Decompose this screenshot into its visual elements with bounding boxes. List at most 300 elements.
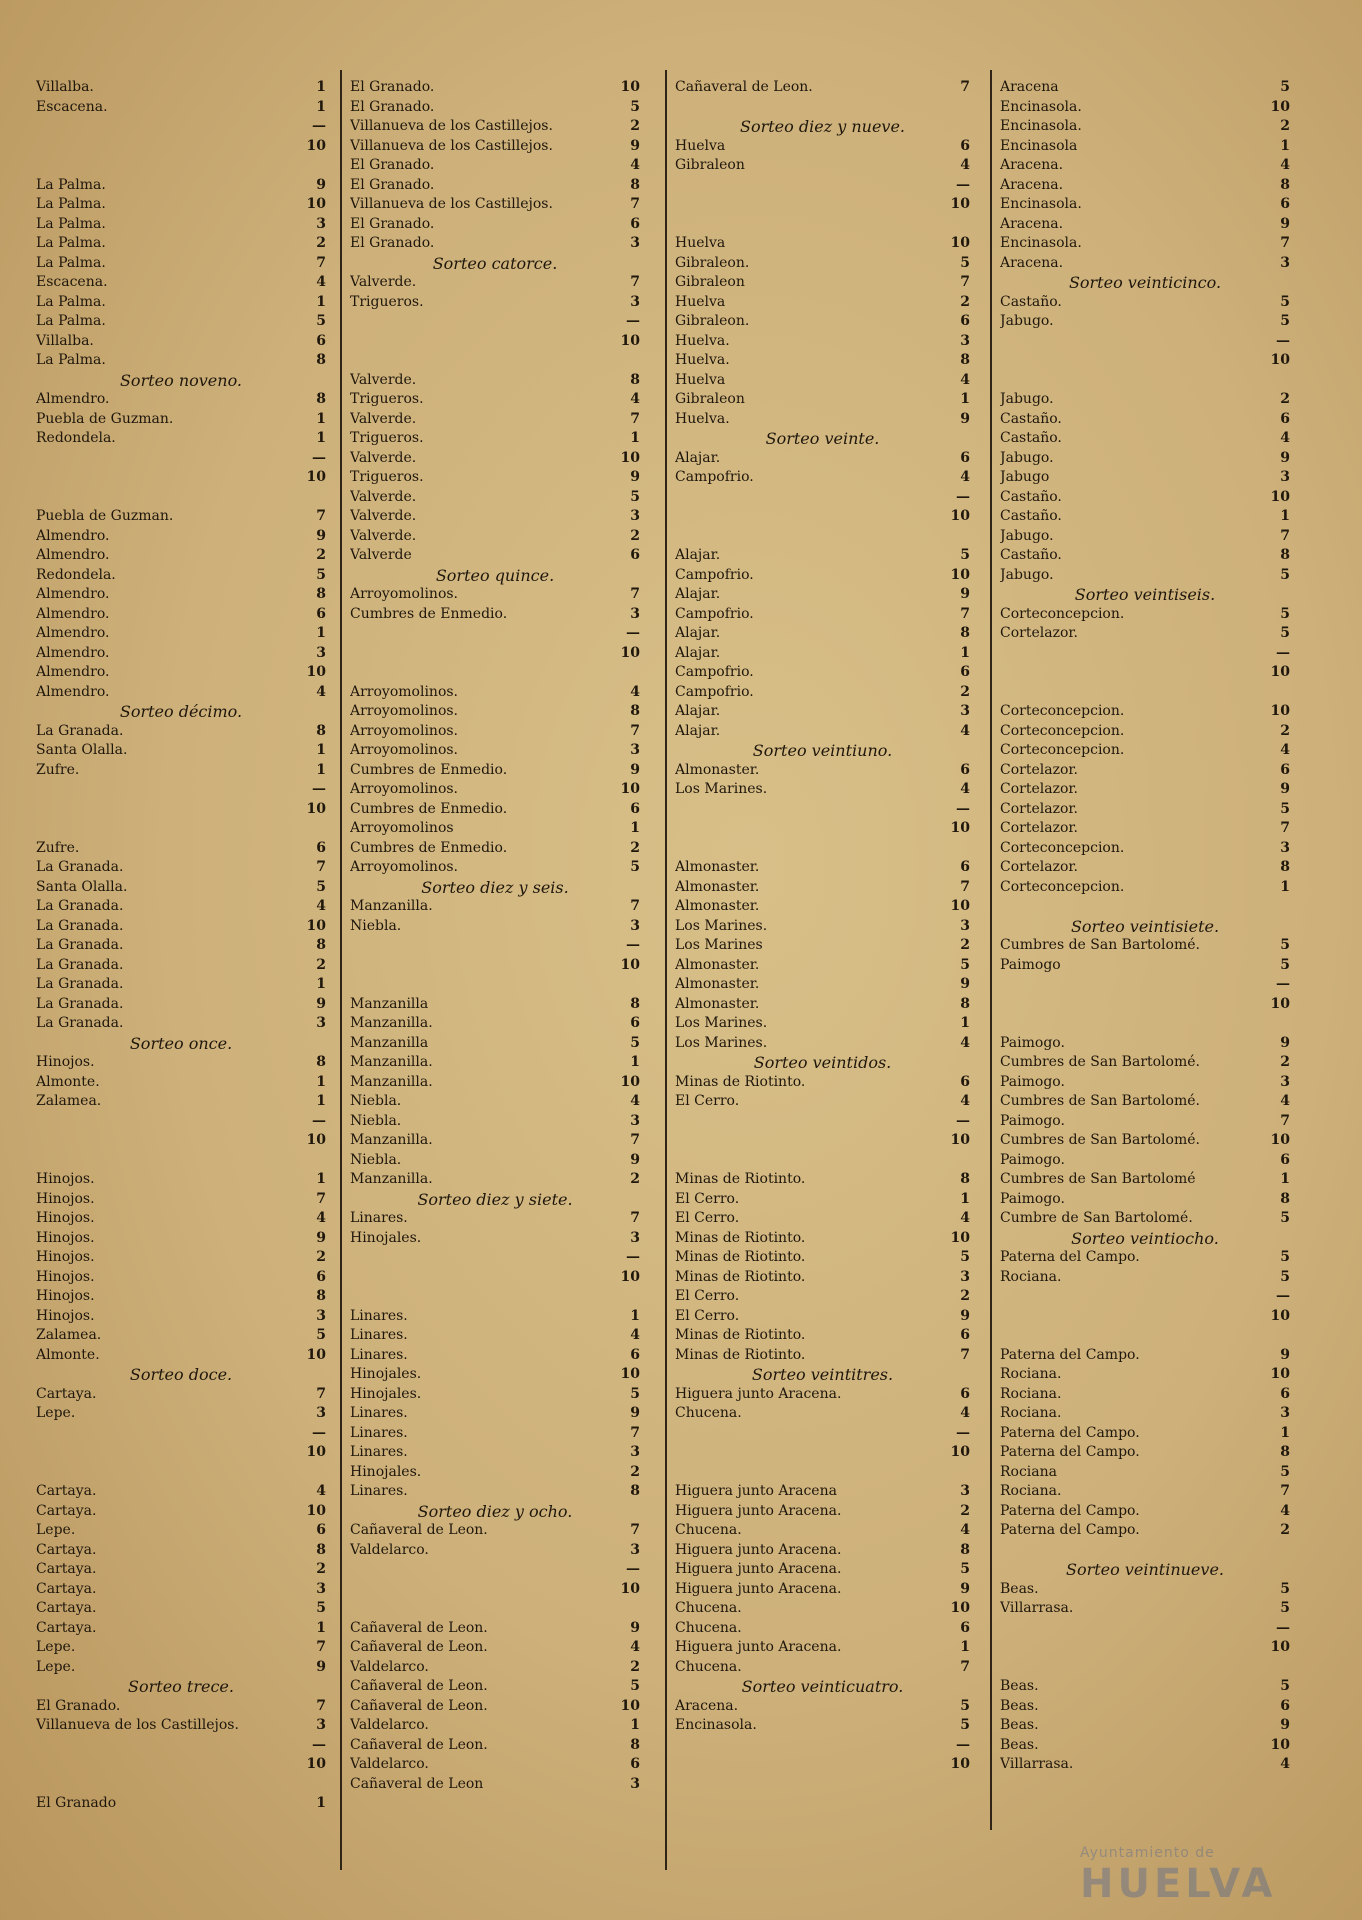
ledger-row	[36, 624, 326, 644]
draw-number: 6	[960, 137, 970, 154]
place-name: Almonaster.	[675, 859, 760, 875]
place-name: Valdelarco.	[350, 1717, 429, 1733]
place-name: La Palma.	[36, 196, 106, 212]
ledger-row	[36, 1073, 326, 1093]
ledger-row	[350, 839, 640, 859]
draw-number: 4	[960, 781, 970, 797]
place-name: Arroyomolinos.	[350, 683, 459, 700]
total-dash: —	[956, 800, 970, 817]
total-dash: —	[1276, 644, 1290, 661]
total-row	[1000, 1638, 1290, 1658]
draw-number: 4	[630, 683, 640, 700]
ledger-row	[675, 644, 970, 664]
draw-number: 7	[960, 274, 970, 290]
ledger-row	[675, 1658, 970, 1678]
column-rule	[990, 70, 992, 1830]
total-value: 10	[1270, 664, 1290, 680]
draw-number: 4	[960, 1034, 970, 1051]
ledger-row	[36, 1268, 326, 1288]
draw-number: 10	[950, 898, 970, 914]
draw-number: 5	[1280, 605, 1290, 622]
ledger-row	[675, 1502, 970, 1522]
place-name: Corteconcepcion.	[1000, 703, 1125, 719]
ledger-row	[1000, 878, 1290, 898]
draw-heading: Sorteo veintidos.	[753, 1053, 892, 1072]
place-name: Beas.	[1000, 1580, 1039, 1597]
place-name: Zufre.	[36, 839, 80, 856]
ledger-row	[675, 995, 970, 1015]
place-name: Minas de Riotinto.	[675, 1249, 806, 1265]
draw-number: 3	[316, 1405, 326, 1421]
draw-number: 5	[1280, 937, 1290, 953]
place-name: Lepe.	[36, 1639, 76, 1655]
ledger-row	[350, 897, 640, 917]
place-name: Manzanilla.	[350, 1171, 433, 1187]
place-name: Cortelazor.	[1000, 859, 1078, 875]
ledger-row	[36, 1619, 326, 1639]
draw-number: 1	[630, 430, 640, 446]
draw-number: 7	[316, 1639, 326, 1655]
place-name: Niebla.	[350, 1112, 402, 1129]
draw-number: 5	[1280, 313, 1290, 329]
ledger-row	[350, 195, 640, 215]
ledger-row	[350, 1346, 640, 1366]
place-name: Huelva.	[675, 352, 730, 368]
place-name: El Cerro.	[675, 1288, 740, 1304]
ledger-row	[350, 1112, 640, 1132]
draw-number: 8	[960, 625, 970, 641]
ledger-row	[1000, 1716, 1290, 1736]
ledger-row	[350, 585, 640, 605]
ledger-row	[675, 1248, 970, 1268]
draw-number: 10	[1270, 98, 1290, 115]
draw-number: 9	[630, 1619, 640, 1636]
place-name: Paterna del Campo.	[1000, 1444, 1140, 1460]
place-name: Minas de Riotinto.	[675, 1268, 806, 1285]
ledger-row	[675, 1092, 970, 1112]
ledger-row	[350, 1638, 640, 1658]
place-name: Aracena.	[1000, 254, 1064, 271]
place-name: Cumbres de Enmedio.	[350, 605, 508, 622]
draw-number: 2	[630, 118, 640, 134]
blank-line	[350, 351, 640, 371]
total-rule	[675, 176, 970, 196]
draw-number: 1	[630, 1307, 640, 1324]
ledger-row	[675, 702, 970, 722]
ledger-row	[350, 449, 640, 469]
draw-number: 8	[1280, 1190, 1290, 1207]
draw-number: 5	[630, 98, 640, 115]
place-name: El Granado.	[350, 79, 435, 95]
place-name: Alajar.	[675, 449, 721, 466]
ledger-row	[350, 546, 640, 566]
place-name: Huelva.	[675, 332, 730, 349]
ledger-row	[675, 371, 970, 391]
place-name: Almendro.	[36, 586, 110, 602]
place-name: Paimogo.	[1000, 1190, 1065, 1207]
place-name: Higuera junto Aracena.	[675, 1541, 842, 1558]
place-name: Valdelarco.	[350, 1541, 429, 1558]
draw-number: 7	[630, 196, 640, 212]
ledger-row	[36, 390, 326, 410]
draw-number: 8	[960, 1541, 970, 1558]
ledger-row	[1000, 1697, 1290, 1717]
blank-line	[675, 527, 970, 547]
ledger-row	[36, 1560, 326, 1580]
draw-number: 8	[630, 995, 640, 1012]
draw-number: 7	[630, 274, 640, 290]
total-value: 10	[306, 1756, 326, 1772]
draw-number: 2	[630, 1171, 640, 1187]
draw-number: 6	[960, 1327, 970, 1343]
draw-number: 2	[316, 1561, 326, 1577]
draw-number: 7	[316, 859, 326, 875]
draw-heading: Sorteo once.	[129, 1033, 233, 1053]
ledger-row	[36, 410, 326, 430]
ledger-row	[1000, 1190, 1290, 1210]
draw-number: 3	[630, 1775, 640, 1792]
place-name: Jabugo.	[1000, 391, 1054, 407]
place-name: Cumbres de San Bartolomé.	[1000, 1093, 1200, 1109]
draw-number: 7	[630, 586, 640, 602]
place-name: Cumbres de Enmedio.	[350, 761, 508, 778]
draw-number: 4	[316, 898, 326, 914]
draw-number: 9	[630, 761, 640, 778]
blank-line	[350, 1287, 640, 1307]
ledger-row	[1000, 1112, 1290, 1132]
ledger-row	[350, 761, 640, 781]
ledger-row	[36, 1307, 326, 1327]
draw-number: 3	[630, 1112, 640, 1129]
draw-number: 3	[960, 1483, 970, 1499]
ledger-row	[1000, 1073, 1290, 1093]
ledger-row	[675, 566, 970, 586]
place-name: Aracena.	[1000, 157, 1064, 173]
ledger-row	[36, 78, 326, 98]
draw-number: 5	[960, 1249, 970, 1265]
place-name: La Granada.	[36, 976, 124, 992]
total-rule	[36, 449, 326, 469]
ledger-row	[350, 488, 640, 508]
draw-number: 3	[1280, 1405, 1290, 1421]
ledger-row	[36, 741, 326, 761]
place-name: Hinojos.	[36, 1268, 95, 1285]
ledger-row	[675, 1697, 970, 1717]
draw-number: 3	[630, 742, 640, 758]
ledger-row	[1000, 1463, 1290, 1483]
draw-number: 8	[630, 703, 640, 719]
ledger-row	[36, 527, 326, 547]
draw-number: 10	[1270, 703, 1290, 719]
draw-heading: Sorteo diez y nueve.	[740, 117, 905, 136]
place-name: Villarrasa.	[1000, 1756, 1074, 1772]
draw-number: 3	[960, 332, 970, 349]
total-rule	[350, 1560, 640, 1580]
draw-number: 2	[316, 956, 326, 973]
draw-number: 5	[630, 1678, 640, 1694]
draw-number: 6	[960, 1619, 970, 1636]
ledger-row	[1000, 624, 1290, 644]
draw-number: 1	[960, 391, 970, 407]
place-name: Arroyomolinos.	[350, 586, 459, 602]
ledger-row	[675, 137, 970, 157]
place-name: Cortelazor.	[1000, 781, 1078, 797]
draw-number: 4	[960, 1093, 970, 1109]
place-name: Villanueva de los Castillejos.	[36, 1717, 239, 1733]
place-name: Los Marines.	[675, 781, 768, 797]
ledger-row	[1000, 449, 1290, 469]
ledger-row	[1000, 1209, 1290, 1229]
ledger-row	[36, 1541, 326, 1561]
ledger-row	[36, 507, 326, 527]
draw-number: 5	[960, 1697, 970, 1714]
place-name: Minas de Riotinto.	[675, 1327, 806, 1343]
ledger-row	[1000, 1248, 1290, 1268]
ledger-row	[36, 878, 326, 898]
place-name: Encinasola.	[1000, 196, 1082, 212]
total-dash: —	[626, 1561, 640, 1577]
total-row	[1000, 663, 1290, 683]
draw-heading: Sorteo trece.	[128, 1677, 234, 1696]
place-name: Arroyomolinos.	[350, 742, 459, 758]
total-dash: —	[626, 625, 640, 641]
draw-number: 2	[630, 1658, 640, 1675]
place-name: Lepe.	[36, 1405, 76, 1421]
place-name: El Cerro.	[675, 1093, 740, 1109]
draw-number: 2	[316, 547, 326, 563]
draw-number: 2	[316, 1249, 326, 1265]
ledger-row	[1000, 507, 1290, 527]
draw-number: 1	[316, 430, 326, 446]
ledger-row	[675, 1541, 970, 1561]
ledger-row	[675, 780, 970, 800]
total-rule	[675, 488, 970, 508]
total-rule	[1000, 975, 1290, 995]
draw-number: 7	[630, 410, 640, 427]
draw-number: 2	[960, 293, 970, 310]
ledger-row	[36, 234, 326, 254]
draw-number: 5	[1280, 1268, 1290, 1285]
ledger-row	[1000, 956, 1290, 976]
draw-number: 7	[316, 1385, 326, 1402]
ledger-row	[350, 1443, 640, 1463]
ledger-row	[36, 1599, 326, 1619]
place-name: El Granado.	[350, 98, 435, 115]
draw-heading: Sorteo veintisiete.	[1070, 916, 1220, 936]
ledger-row	[350, 410, 640, 430]
ledger-row	[675, 585, 970, 605]
draw-number: 6	[960, 1073, 970, 1090]
draw-number: 1	[960, 644, 970, 661]
draw-number: 5	[1280, 625, 1290, 641]
total-rule	[675, 1112, 970, 1132]
place-name: Aracena.	[1000, 176, 1064, 193]
ledger-row	[675, 1385, 970, 1405]
ledger-row	[675, 1229, 970, 1249]
place-name: Rociana.	[1000, 1483, 1062, 1499]
ledger-row	[675, 663, 970, 683]
ledger-row	[350, 1697, 640, 1717]
place-name: Linares.	[350, 1444, 408, 1460]
total-dash: —	[1276, 1288, 1290, 1304]
total-row	[1000, 995, 1290, 1015]
total-value: 10	[1270, 1307, 1290, 1324]
draw-number: 4	[1280, 1093, 1290, 1109]
place-name: La Palma.	[36, 176, 106, 193]
place-name: Paimogo	[1000, 956, 1061, 973]
place-name: Alajar.	[675, 644, 721, 661]
place-name: Valverde.	[350, 449, 417, 466]
ledger-row	[1000, 468, 1290, 488]
ledger-row	[350, 137, 640, 157]
place-name: Zalamea.	[36, 1327, 102, 1343]
ledger-row	[675, 878, 970, 898]
ledger-row	[1000, 1385, 1290, 1405]
place-name: Rociana.	[1000, 1405, 1062, 1421]
place-name: Gibraleon.	[675, 254, 750, 271]
place-name: Cañaveral de Leon.	[350, 1522, 488, 1538]
draw-heading: Sorteo décimo.	[119, 702, 243, 721]
place-name: Huelva	[675, 371, 726, 388]
total-row	[1000, 351, 1290, 371]
ledger-row	[1000, 1736, 1290, 1756]
ledger-row	[1000, 234, 1290, 254]
place-name: Arroyomolinos.	[350, 781, 459, 797]
ledger-row	[1000, 839, 1290, 859]
draw-number: 4	[1280, 157, 1290, 173]
draw-number: 5	[316, 313, 326, 329]
draw-number: 1	[316, 1073, 326, 1090]
column-2	[350, 78, 640, 1794]
ledger-row	[675, 410, 970, 430]
draw-number: 10	[950, 235, 970, 251]
ledger-row	[36, 176, 326, 196]
ledger-row	[350, 995, 640, 1015]
draw-number: 6	[960, 859, 970, 875]
draw-number: 6	[630, 215, 640, 232]
place-name: Huelva	[675, 293, 726, 310]
draw-number: 4	[630, 1093, 640, 1109]
place-name: Cumbres de Enmedio.	[350, 839, 508, 856]
ledger-row	[1000, 819, 1290, 839]
draw-number: 8	[316, 937, 326, 953]
total-row	[36, 1755, 326, 1775]
draw-heading: Sorteo quince.	[435, 565, 555, 585]
draw-number: 2	[1280, 1054, 1290, 1070]
place-name: Paterna del Campo.	[1000, 1424, 1140, 1441]
draw-number: 2	[630, 527, 640, 544]
ledger-row	[36, 566, 326, 586]
ledger-row	[1000, 137, 1290, 157]
total-rule	[1000, 644, 1290, 664]
place-name: Linares.	[350, 1424, 408, 1441]
draw-number: 2	[1280, 391, 1290, 407]
blank-line	[1000, 897, 1290, 917]
ledger-row	[350, 605, 640, 625]
place-name: Encinasola.	[1000, 98, 1082, 115]
place-name: Trigueros.	[350, 469, 424, 485]
total-dash: —	[956, 176, 970, 193]
ledger-row	[1000, 1404, 1290, 1424]
ledger-row	[675, 858, 970, 878]
place-name: Higuera junto Aracena.	[675, 1385, 842, 1402]
place-name: Manzanilla.	[350, 1054, 433, 1070]
place-name: Cartaya.	[36, 1483, 97, 1499]
ledger-row	[1000, 741, 1290, 761]
draw-number: 5	[960, 254, 970, 271]
draw-number: 2	[960, 1502, 970, 1519]
ledger-row	[36, 1326, 326, 1346]
place-name: El Granado.	[350, 157, 435, 173]
draw-number: 9	[316, 1658, 326, 1675]
ledger-row	[1000, 254, 1290, 274]
ledger-row	[1000, 858, 1290, 878]
place-name: Almonaster.	[675, 995, 760, 1012]
place-name: Corteconcepcion.	[1000, 605, 1125, 622]
total-value: 10	[950, 1756, 970, 1772]
total-row	[350, 1580, 640, 1600]
ledger-row	[350, 176, 640, 196]
blank-line	[36, 819, 326, 839]
total-row	[350, 956, 640, 976]
place-name: Puebla de Guzman.	[36, 410, 174, 427]
draw-number: 5	[1280, 293, 1290, 310]
draw-number: 7	[316, 254, 326, 271]
place-name: Valverde.	[350, 410, 417, 427]
ledger-row	[675, 1716, 970, 1736]
total-row	[675, 507, 970, 527]
ledger-row	[1000, 780, 1290, 800]
draw-number: 1	[630, 1717, 640, 1733]
ledger-row	[675, 722, 970, 742]
draw-number: 9	[1280, 449, 1290, 466]
place-name: Cañaveral de Leon.	[675, 79, 813, 95]
total-row	[350, 332, 640, 352]
place-name: Redondela.	[36, 566, 116, 583]
ledger-row	[1000, 605, 1290, 625]
place-name: Castaño.	[1000, 410, 1062, 427]
ledger-row	[36, 1658, 326, 1678]
place-name: Cartaya.	[36, 1502, 97, 1519]
draw-number: 5	[1280, 566, 1290, 583]
draw-number: 1	[316, 293, 326, 310]
ledger-row	[350, 1170, 640, 1190]
draw-number: 8	[1280, 547, 1290, 563]
ledger-row	[36, 1404, 326, 1424]
draw-number: 6	[630, 800, 640, 817]
blank-line	[1000, 371, 1290, 391]
place-name: Minas de Riotinto.	[675, 1073, 806, 1090]
place-name: Campofrio.	[675, 683, 754, 700]
draw-number: 6	[960, 1385, 970, 1402]
draw-number: 8	[316, 391, 326, 407]
ledger-row	[350, 1716, 640, 1736]
place-name: Villalba.	[36, 332, 94, 349]
draw-number: 4	[630, 1327, 640, 1343]
ledger-row	[675, 917, 970, 937]
place-name: Paterna del Campo.	[1000, 1249, 1140, 1265]
draw-number: 6	[1280, 410, 1290, 427]
place-name: La Granada.	[36, 995, 124, 1012]
draw-number: 8	[1280, 859, 1290, 875]
ledger-row	[350, 1307, 640, 1327]
ledger-row	[350, 234, 640, 254]
place-name: Villarrasa.	[1000, 1600, 1074, 1616]
ledger-row	[36, 429, 326, 449]
draw-number: 6	[316, 332, 326, 349]
ledger-row	[350, 273, 640, 293]
draw-number: 6	[1280, 761, 1290, 778]
